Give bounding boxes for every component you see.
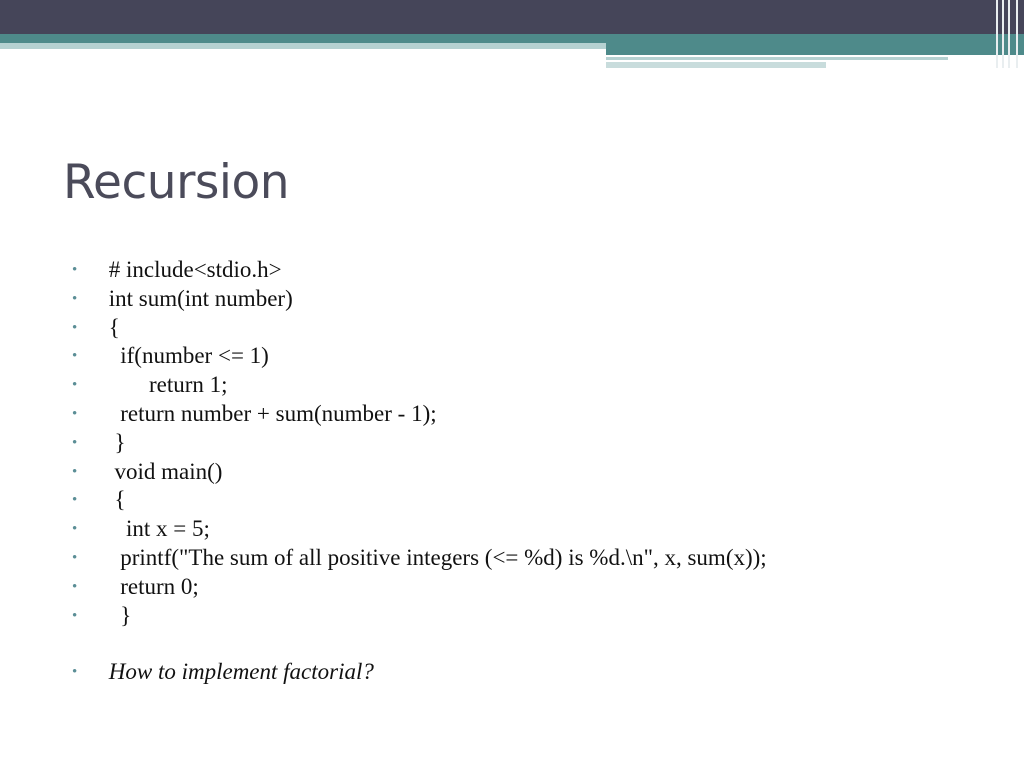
bullet-icon: •: [72, 664, 78, 681]
bullet-icon: •: [72, 377, 78, 394]
bullet-icon: •: [72, 348, 78, 365]
header-accent-line: [606, 57, 948, 60]
bullet-icon: •: [72, 290, 78, 307]
bullet-icon: •: [72, 319, 78, 336]
bullet-icon: •: [72, 578, 78, 595]
header-band-pale: [0, 43, 606, 49]
header-band-dark: [0, 0, 1024, 34]
bullet-icon: •: [72, 262, 78, 278]
bullet-icon: •: [72, 434, 78, 451]
bullet-icon: •: [72, 463, 78, 480]
slide-title: Recursion: [63, 155, 290, 210]
header-stripes: [994, 0, 1024, 68]
header-band-teal-right: [606, 47, 1024, 55]
bullet-icon: •: [72, 492, 78, 509]
bullet-icon: •: [72, 549, 78, 566]
bullet-icon: •: [72, 405, 78, 422]
bullet-icon: •: [72, 607, 78, 624]
header-accent-line-short: [606, 62, 826, 68]
bullet-icon: •: [72, 521, 78, 538]
